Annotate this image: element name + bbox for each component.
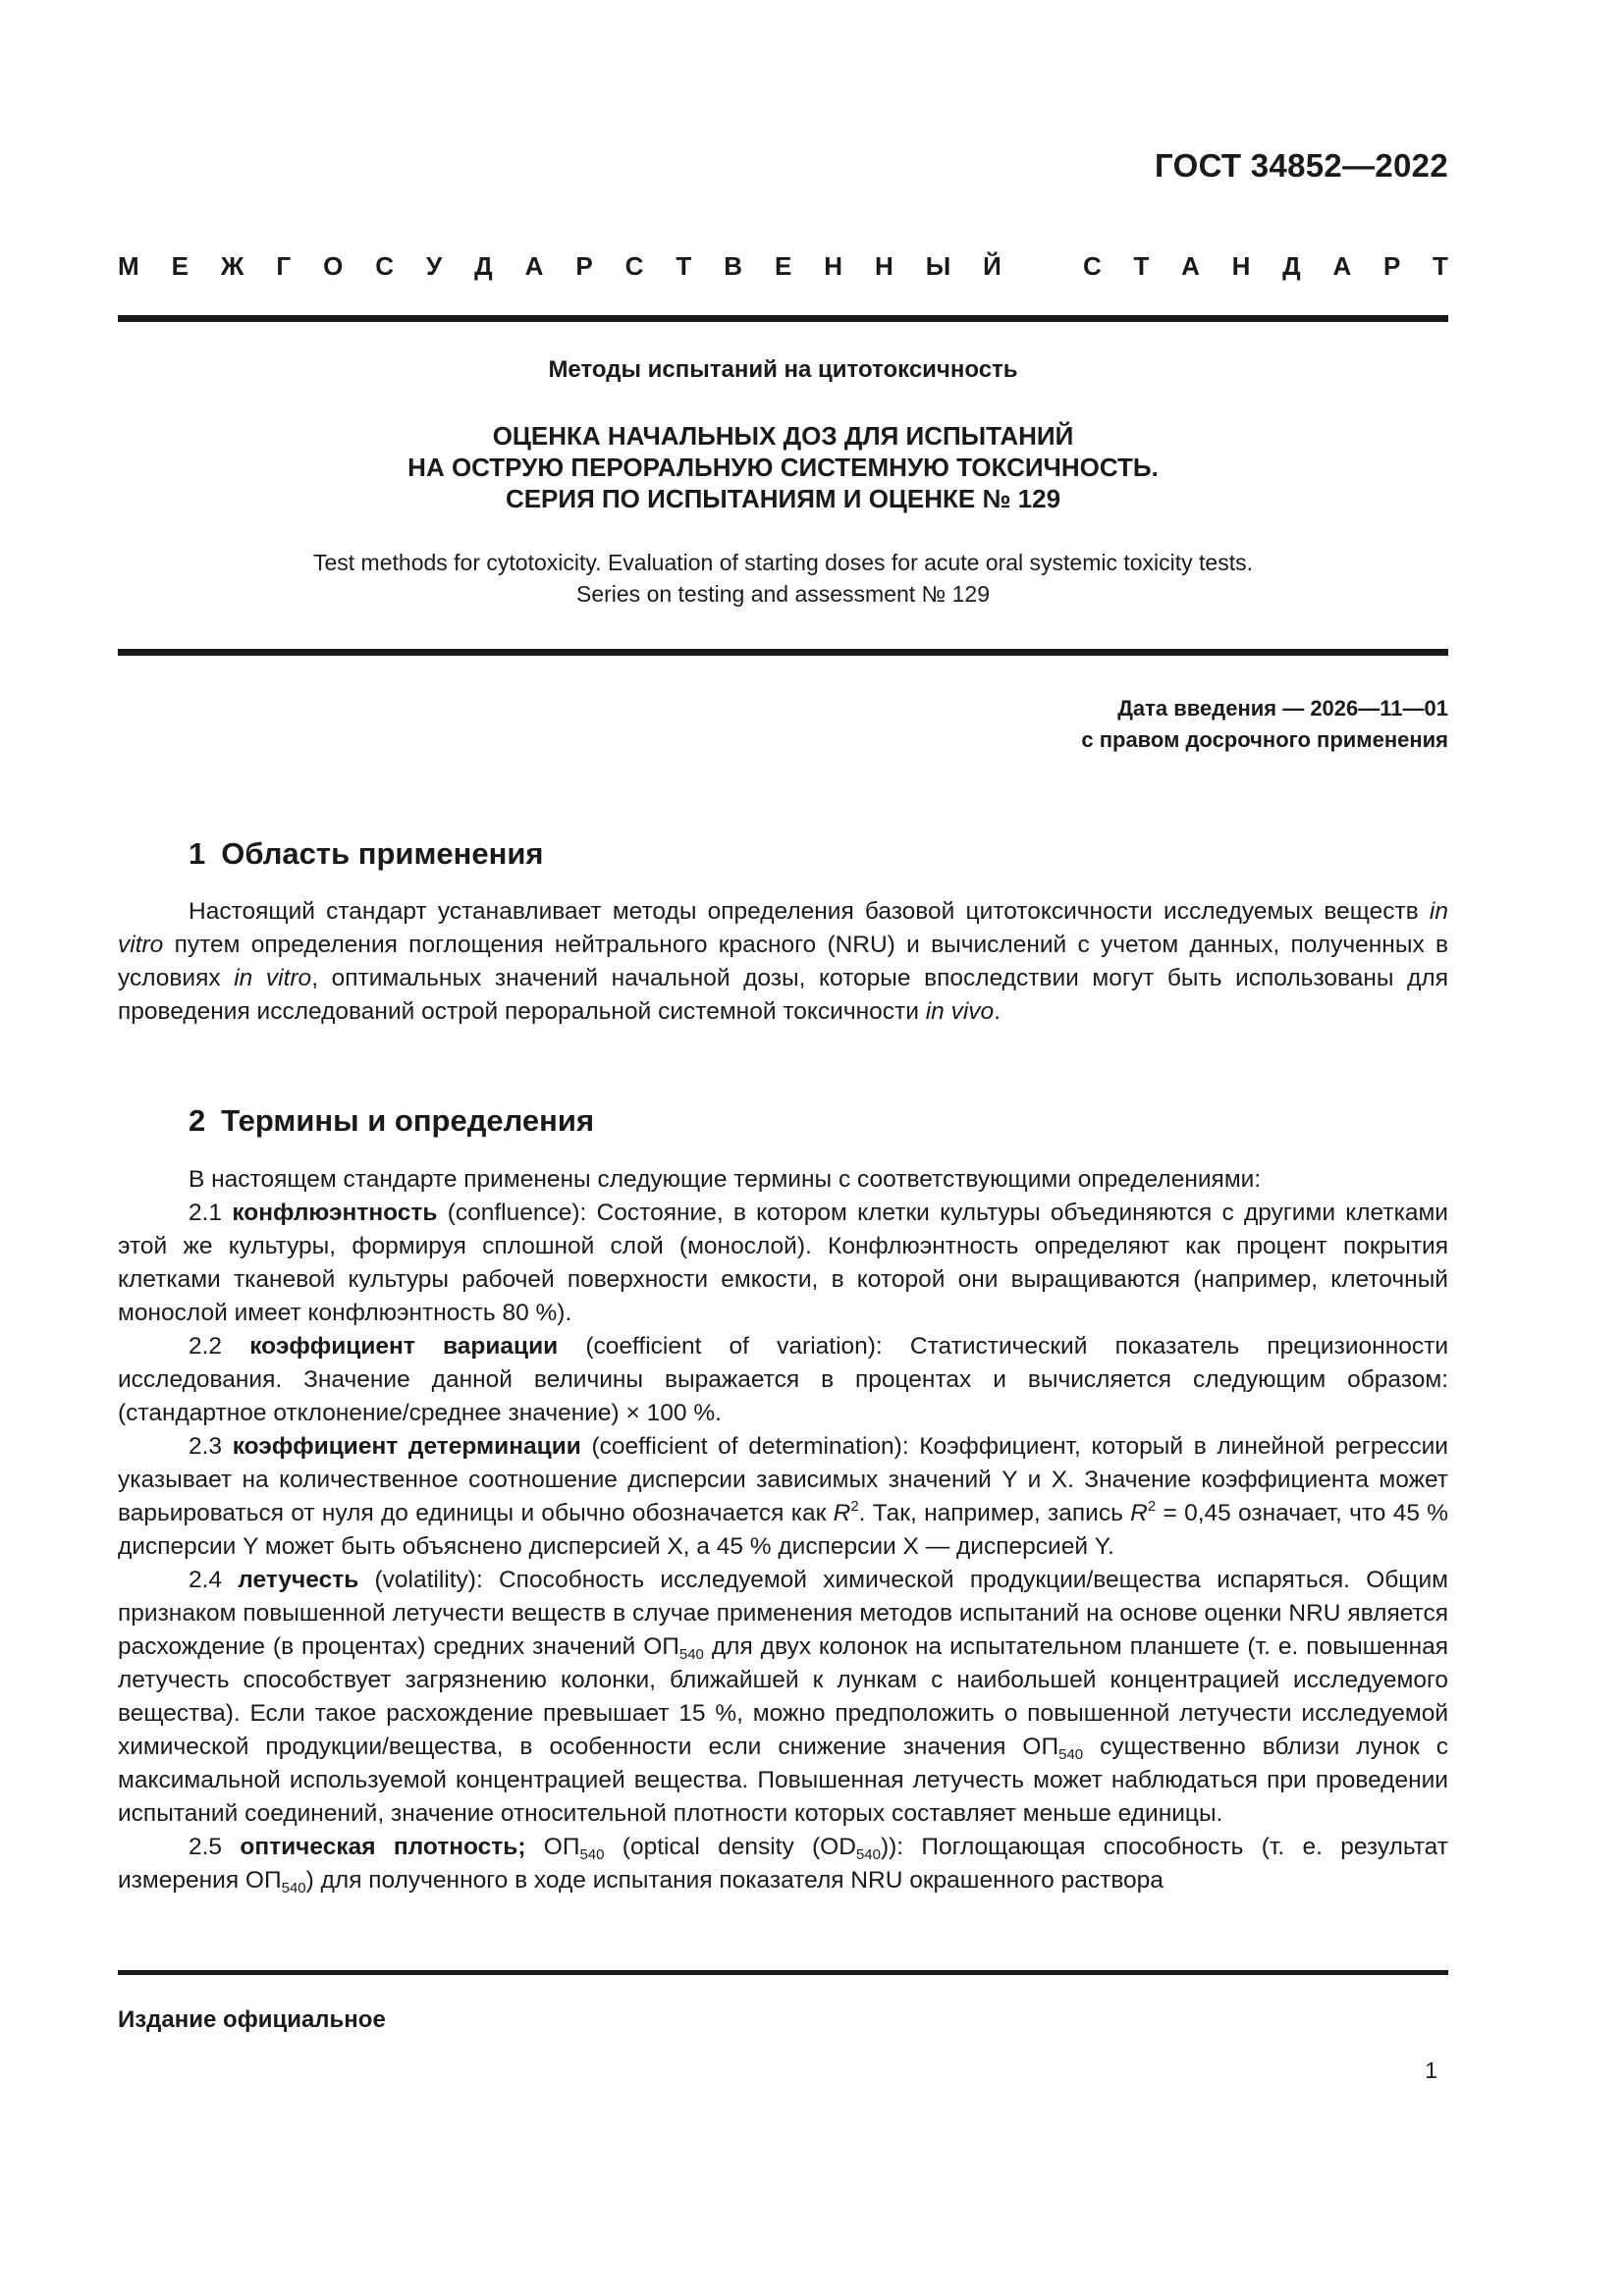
section-2-body (118, 1163, 1448, 1897)
banner-letter: Т (1133, 251, 1150, 281)
main-title-line: СЕРИЯ ПО ИСПЫТАНИЯМ И ОЦЕНКЕ № 129 (505, 484, 1061, 513)
paragraph: В настоящем стандарте применены следующие термины с соответствующими определениями: (189, 1166, 1262, 1193)
main-title-line: ОЦЕНКА НАЧАЛЬНЫХ ДОЗ ДЛЯ ИСПЫТАНИЙ (492, 421, 1074, 451)
interstate-standard-banner (118, 251, 1448, 291)
term: коэффициент вариации (249, 1333, 559, 1360)
introduction-date: Дата введения — 2026—11—01 (1117, 696, 1448, 721)
term: летучесть (238, 1567, 359, 1593)
paragraph: Настоящий стандарт устанавливает методы определения базовой цитотоксичности исследуемых веществ in vitro путем определения поглощения нейтрального красного (NRU) и вычислений с учетом данных, полученных в условиях in vitro, оптимальных значений начальной дозы, которые впоследствии могут быть использованы для проведения исследований острой пероральной системной токсичности in vivo. (118, 898, 1448, 1025)
section-2-heading (189, 1103, 594, 1139)
banner-letter: Ж (220, 251, 244, 281)
banner-letter: А (524, 251, 544, 281)
term: конфлюэнтность (232, 1200, 438, 1226)
section-title: Область применения (221, 836, 544, 871)
banner-letter: Н (1231, 251, 1251, 281)
term: коэффициент детерминации (232, 1433, 581, 1460)
banner-letter: Н (824, 251, 843, 281)
banner-letter: У (426, 251, 443, 281)
section-1-heading (189, 836, 544, 872)
banner-letter: Ы (925, 251, 951, 281)
subtitle: Методы испытаний на цитотоксичность (548, 356, 1018, 383)
standard-word (1083, 251, 1448, 282)
term: оптическая плотность; (240, 1834, 526, 1860)
section-number: 1 (189, 836, 206, 871)
banner-letter: С (1083, 251, 1102, 281)
section-number: 2 (189, 1103, 206, 1138)
banner-letter: А (1332, 251, 1352, 281)
banner-letter: Т (1433, 251, 1448, 281)
english-title-line: Test methods for cytotoxicity. Evaluation of starting doses for acute oral systemic toxicity tests. (312, 550, 1253, 575)
section-1-body (118, 895, 1448, 1029)
banner-letter: Н (875, 251, 893, 281)
banner-letter: Т (676, 251, 692, 281)
banner-letter: Р (1382, 251, 1401, 281)
page-number: 1 (1425, 2057, 1437, 2083)
introduction-date-block (1081, 693, 1448, 756)
banner-letter: Д (474, 251, 493, 281)
banner-letter: Д (1282, 251, 1301, 281)
banner-letter: В (724, 251, 743, 281)
footer-divider (118, 1970, 1448, 1975)
main-title (118, 420, 1448, 514)
main-title-line: НА ОСТРУЮ ПЕРОРАЛЬНУЮ СИСТЕМНУЮ ТОКСИЧНОСТЬ. (407, 453, 1159, 482)
english-title (118, 547, 1448, 610)
banner-letter: О (323, 251, 344, 281)
banner-letter: С (624, 251, 644, 281)
banner-letter: Й (983, 251, 1001, 281)
banner-letter: Е (171, 251, 189, 281)
early-application-note: с правом досрочного применения (1081, 727, 1448, 752)
term-definition: 2.2 коэффициент вариации (coefficient of variation): Статистический показатель прецизионности исследования. Значение данной величины выражается в процентах и вычисляется следующим образом: (стандартное отклонение/среднее значение) × 100 %. (118, 1333, 1449, 1426)
interstate-word (118, 251, 1001, 282)
banner-letter: С (375, 251, 395, 281)
term-definition: 2.5 оптическая плотность; $ОП_{540}$ (optical density $(OD_{540})$): Поглощающая способность (т. е. результат измерения $ОП_{540}$) для полученного в ходе испытания показателя NRU окрашенного раствора (118, 1834, 1448, 1896)
banner-letter: М (118, 251, 139, 281)
section-title: Термины и определения (221, 1103, 595, 1138)
banner-letter: Г (276, 251, 292, 281)
title-divider (118, 649, 1448, 656)
official-edition-label: Издание официальное (118, 2006, 386, 2033)
term-definition: 2.3 коэффициент детерминации (coefficient of determination): Коэффициент, который в линейной регрессии указывает на количественное соотношение дисперсии зависимых значений Y и X. Значение коэффициента может варьироваться от нуля до единицы и обычно обозначается как $R^2$. Так, например, запись $R^2 = 0,45$ означает, что 45 % дисперсии Y может быть объяснено дисперсией X, а 45 % дисперсии X — дисперсией Y. (118, 1433, 1449, 1560)
term-definition: 2.1 конфлюэнтность (confluence): Состояние, в котором клетки культуры объединяются с другими клетками этой же культуры, формируя сплошной слой (монослой). Конфлюэнтность определяют как процент покрытия клетками тканевой культуры рабочей поверхности емкости, в которой они выращиваются (например, клеточный монослой имеет конфлюэнтность 80 %). (118, 1200, 1448, 1326)
standard-number: ГОСТ 34852—2022 (1155, 147, 1448, 184)
term-definition: 2.4 летучесть (volatility): Способность исследуемой химической продукции/вещества испаряться. Общим признаком повышенной летучести веществ в случае применения методов испытаний на основе оценки NRU является расхождение (в процентах) средних значений $ОП_{540}$ для двух колонок на испытательном планшете (т. е. повышенная летучесть способствует загрязнению колонки, ближайшей к лункам с наибольшей концентрацией исследуемого вещества). Если такое расхождение превышает 15 %, можно предположить о повышенной летучести исследуемой химической продукции/вещества, в особенности если снижение значения $ОП_{540}$ существенно вблизи лунок с максимальной используемой концентрацией вещества. Повышенная летучесть может наблюдаться при проведении испытаний соединений, значение относительной плотности которых составляет меньше единицы. (118, 1567, 1448, 1827)
top-divider (118, 315, 1448, 322)
english-title-line: Series on testing and assessment № 129 (575, 581, 991, 607)
banner-letter: Е (774, 251, 792, 281)
banner-letter: А (1181, 251, 1200, 281)
banner-letter: Р (575, 251, 593, 281)
